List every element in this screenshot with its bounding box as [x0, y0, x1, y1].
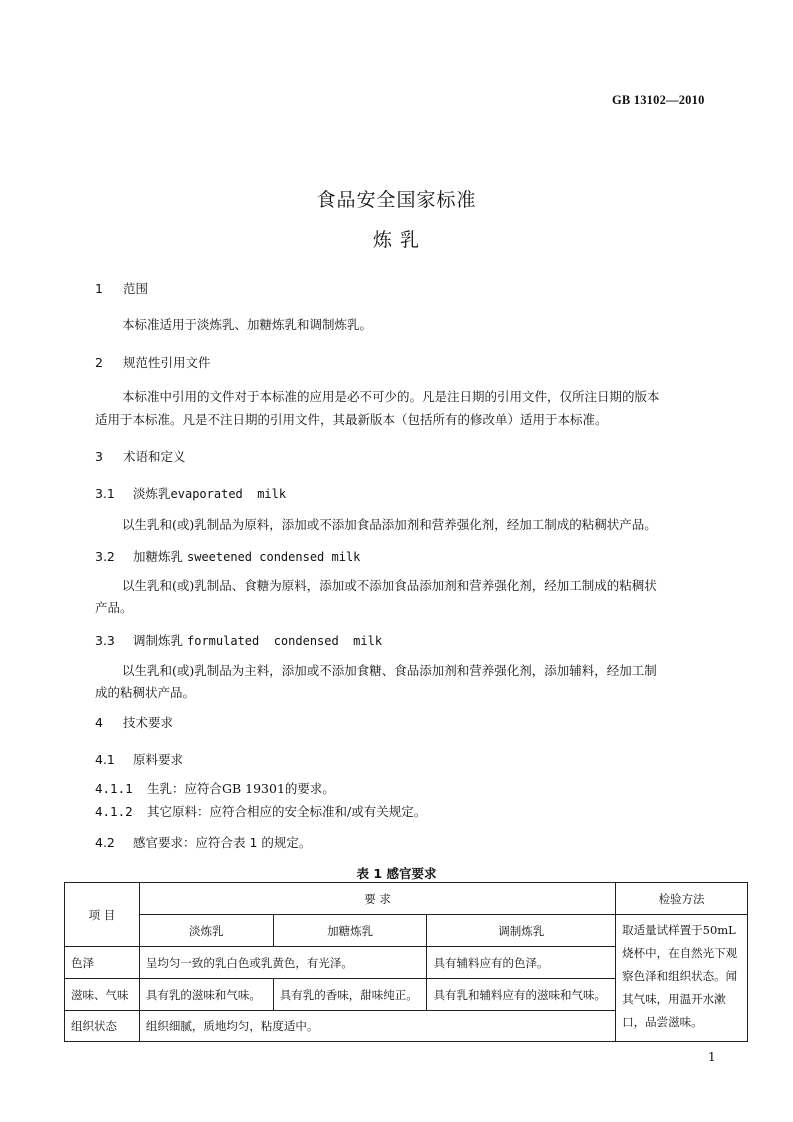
section-2-heading	[95, 353, 211, 371]
section-4-1-heading	[95, 750, 183, 768]
definition-3-2-body-line-2: 产品。	[95, 600, 133, 615]
clause-number: 4.1.2	[95, 804, 133, 819]
section-number: 1	[95, 281, 103, 296]
document-title: 食品安全国家标准	[316, 189, 477, 211]
definition-number: 3.1	[95, 486, 115, 501]
section-1-body: 本标准适用于淡炼乳、加糖炼乳和调制炼乳。	[122, 317, 373, 332]
definition-term-en: evaporated milk	[170, 487, 287, 501]
row-sweet: 具有乳的香味，甜味纯正。	[273, 979, 427, 1011]
section-title: 规范性引用文件	[123, 355, 211, 370]
definition-number: 3.2	[95, 549, 115, 564]
header-sweetened-condensed: 加糖炼乳	[273, 915, 427, 947]
section-1-heading	[95, 279, 148, 297]
header-method: 检验方法	[616, 883, 748, 915]
definition-3-2-body-line-1: 以生乳和(或)乳制品、食糖为原料，添加或不添加食品添加剂和营养强化剂，经加工制成的粘稠状	[122, 578, 657, 593]
section-title: 技术要求	[123, 715, 174, 730]
method-line: 口，品尝滋味。	[622, 1015, 703, 1029]
section-title: 范围	[123, 281, 149, 296]
row-item: 滋味、气味	[65, 979, 140, 1011]
sensory-requirements-table	[64, 882, 748, 1042]
method-line: 察色泽和组织状态。闻	[622, 969, 738, 983]
definition-number: 3.3	[95, 633, 115, 648]
section-title: 术语和定义	[123, 449, 186, 464]
method-line: 烧杯中，在自然光下观	[622, 946, 738, 960]
definition-term-en: formulated condensed milk	[187, 634, 383, 648]
document-code: GB 13102—2010	[612, 93, 705, 107]
page-number: 1	[708, 1050, 716, 1064]
definition-term: 调制炼乳	[133, 633, 184, 648]
row-item: 色泽	[65, 947, 140, 979]
row-plain: 具有乳的滋味和气味。	[139, 979, 273, 1011]
row-plain-sweet: 呈均匀一致的乳白色或乳黄色，有光泽。	[139, 947, 427, 979]
section-4-1-1	[95, 778, 335, 800]
section-2-body-line-2: 适用于本标准。凡是不注日期的引用文件，其最新版本（包括所有的修改单）适用于本标准。	[95, 412, 608, 427]
definition-3-2-heading	[95, 547, 360, 565]
section-number: 4.1	[95, 752, 115, 767]
definition-term-en: sweetened condensed milk	[187, 550, 361, 564]
header-item: 项 目	[65, 883, 140, 947]
definition-term: 加糖炼乳	[133, 549, 184, 564]
clause-text: 其它原料：应符合相应的安全标准和/或有关规定。	[147, 804, 427, 819]
method-cell	[616, 915, 748, 1042]
section-title: 原料要求	[133, 752, 184, 767]
definition-3-1-body: 以生乳和(或)乳制品为原料，添加或不添加食品添加剂和营养强化剂，经加工制成的粘稠状产品。	[122, 517, 657, 532]
table-subheader-row	[65, 915, 748, 947]
header-plain-condensed: 淡炼乳	[139, 915, 273, 947]
table-caption: 表 1 感官要求	[356, 866, 437, 881]
method-line: 取适量试样置于50mL	[622, 923, 736, 937]
row-all: 组织细腻，质地均匀，粘度适中。	[139, 1011, 615, 1042]
document-subtitle: 炼 乳	[372, 229, 421, 251]
section-3-heading	[95, 447, 186, 465]
row-item: 组织状态	[65, 1011, 140, 1042]
definition-term: 淡炼乳	[133, 486, 171, 501]
section-4-heading	[95, 713, 173, 731]
method-line: 其气味，用温开水漱	[622, 992, 726, 1006]
definition-3-3-body-line-2: 成的粘稠状产品。	[95, 685, 196, 700]
row-formulated: 具有辅料应有的色泽。	[427, 947, 616, 979]
header-requirements: 要 求	[139, 883, 615, 915]
section-number: 4.2	[95, 835, 115, 850]
section-number: 4	[95, 715, 103, 730]
clause-text: 生乳：应符合GB 19301的要求。	[147, 781, 335, 796]
section-2-body-line-1: 本标准中引用的文件对于本标准的应用是必不可少的。凡是注日期的引用文件，仅所注日期的版本	[122, 389, 660, 404]
definition-3-3-heading	[95, 631, 382, 649]
header-formulated-condensed: 调制炼乳	[427, 915, 616, 947]
section-4-1-2	[95, 801, 426, 823]
section-4-2-heading	[95, 833, 311, 851]
row-formulated: 具有乳和辅料应有的滋味和气味。	[427, 979, 616, 1011]
section-title: 感官要求：应符合表 1 的规定。	[133, 835, 312, 850]
clause-number: 4.1.1	[95, 781, 133, 796]
table-header-row	[65, 883, 748, 915]
definition-3-3-body-line-1: 以生乳和(或)乳制品为主料，添加或不添加食糖、食品添加剂和营养强化剂，添加辅料，经加工制	[122, 663, 657, 678]
section-number: 3	[95, 449, 103, 464]
definition-3-1-heading	[95, 484, 286, 502]
section-number: 2	[95, 355, 103, 370]
